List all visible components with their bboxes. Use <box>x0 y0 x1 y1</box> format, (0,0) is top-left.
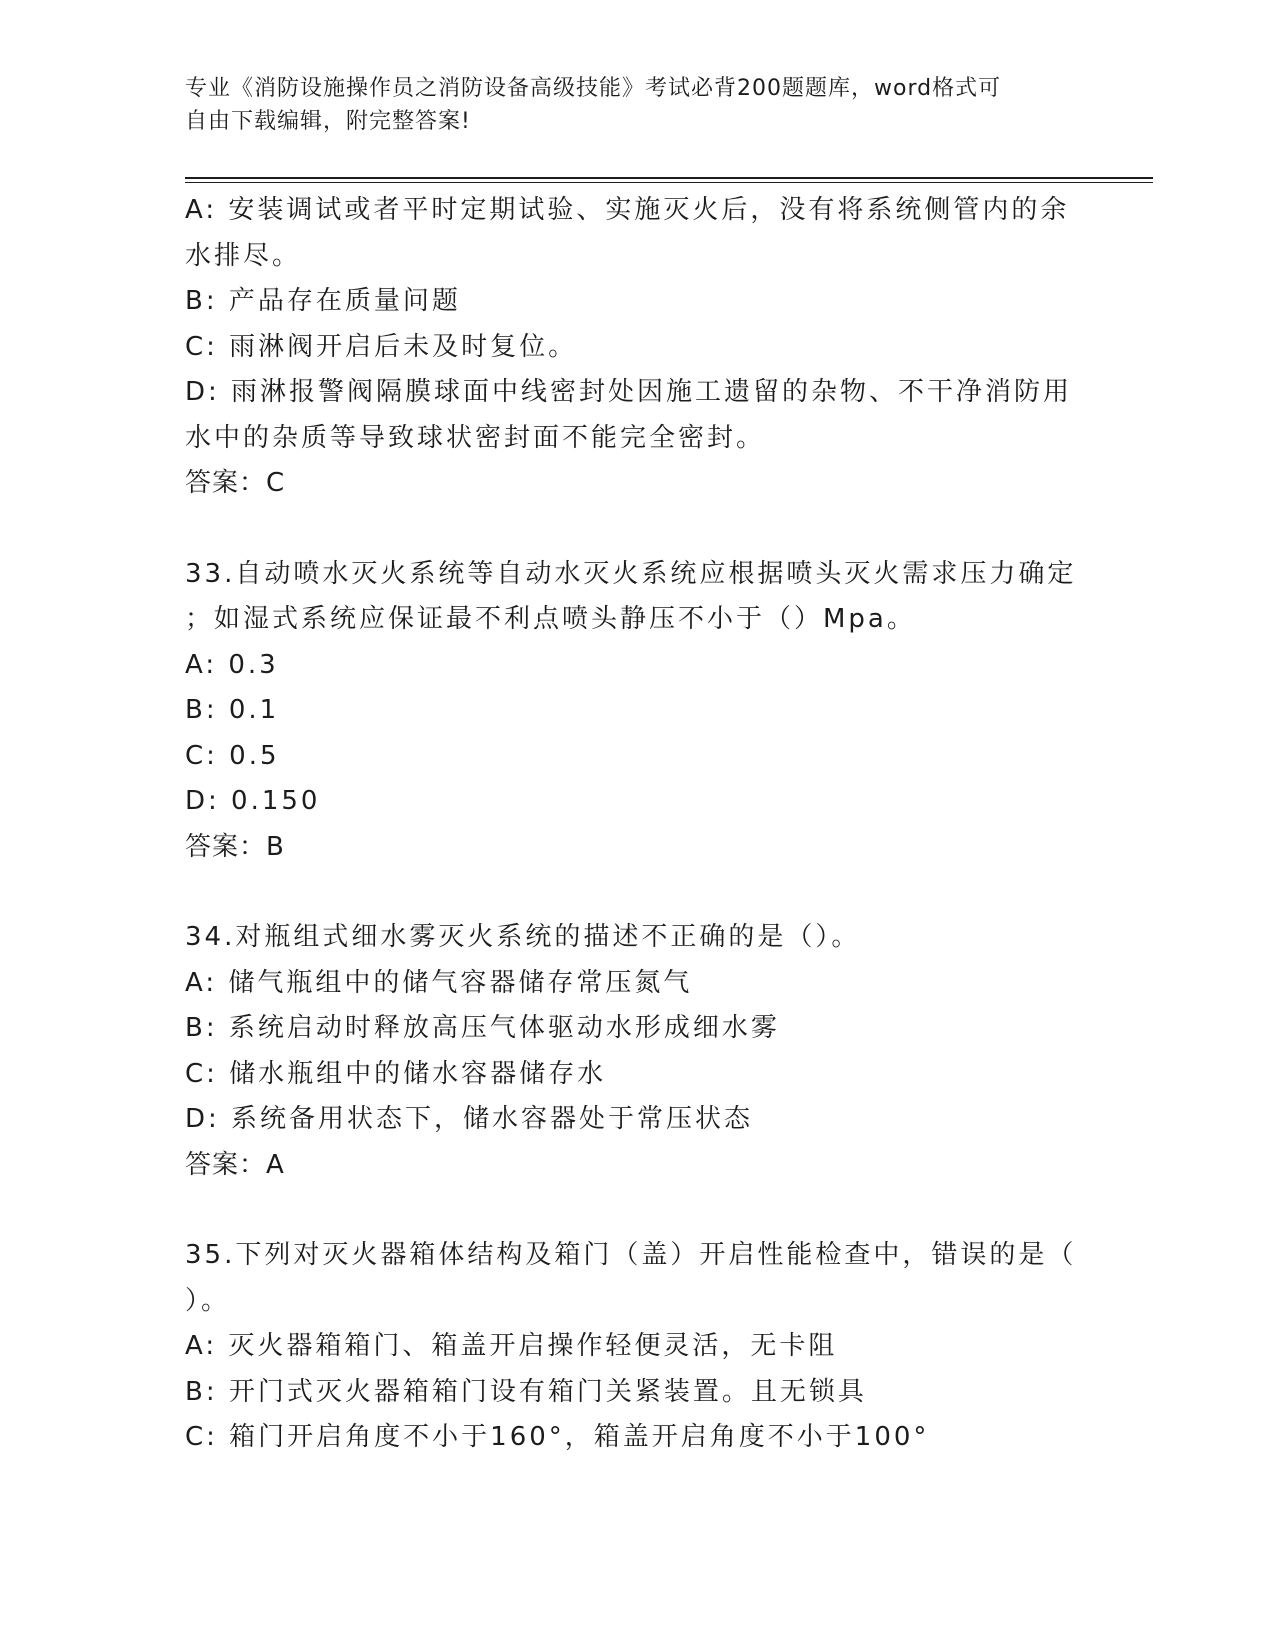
answer: 答案：A <box>185 1149 285 1180</box>
question-stem-continued: ）。 <box>185 1285 231 1316</box>
option-a: A: 安装调试或者平时定期试验、实施灭火后，没有将系统侧管内的余 <box>185 195 1070 225</box>
option-a-continued: 水排尽。 <box>185 240 302 271</box>
question-34 <box>185 915 1085 1188</box>
document-body <box>185 188 1085 1461</box>
question-33 <box>185 552 1085 871</box>
question-stem-continued: ；如湿式系统应保证最不利点喷头静压不小于（）Mpa。 <box>185 604 916 634</box>
option-d-continued: 水中的杂质等导致球状密封面不能完全密封。 <box>185 422 766 453</box>
header-divider-thick <box>185 177 1153 179</box>
question-stem: 34.对瓶组式细水雾灭火系统的描述不正确的是（）。 <box>185 922 861 952</box>
answer: 答案：C <box>185 468 286 498</box>
header-line-1: 专业《消防设施操作员之消防设备高级技能》考试必背200题题库，word格式可 <box>185 76 1002 101</box>
question-35 <box>185 1233 1085 1461</box>
option-d: D: 雨淋报警阀隔膜球面中线密封处因施工遗留的杂物、不干净消防用 <box>185 377 1073 407</box>
option-b: B: 系统启动时释放高压气体驱动水形成细水雾 <box>185 1013 780 1043</box>
question-32-options <box>185 188 1085 507</box>
option-c: C: 箱门开启角度不小于160°，箱盖开启角度不小于100° <box>185 1422 930 1452</box>
option-b: B: 0.1 <box>185 695 280 725</box>
option-c: C: 0.5 <box>185 740 280 771</box>
option-d: D: 系统备用状态下，储水容器处于常压状态 <box>185 1104 754 1134</box>
question-stem: 35.下列对灭火器箱体结构及箱门（盖）开启性能检查中，错误的是（ <box>185 1240 1077 1270</box>
header-line-2: 自由下载编辑，附完整答案! <box>185 109 471 134</box>
option-a: A: 储气瓶组中的储气容器储存常压氮气 <box>185 967 693 998</box>
spacer <box>185 507 1085 552</box>
answer: 答案：B <box>185 831 285 862</box>
document-header <box>185 72 1085 138</box>
question-stem: 33.自动喷水灭火系统等自动水灭火系统应根据喷头灭火需求压力确定 <box>185 558 1077 589</box>
option-c: C: 储水瓶组中的储水容器储存水 <box>185 1058 607 1089</box>
option-c: C: 雨淋阀开启后未及时复位。 <box>185 331 578 362</box>
option-b: B: 开门式灭火器箱箱门设有箱门关紧装置。且无锁具 <box>185 1376 867 1407</box>
option-b: B: 产品存在质量问题 <box>185 286 461 316</box>
spacer <box>185 1188 1085 1233</box>
option-d: D: 0.150 <box>185 786 321 816</box>
spacer <box>185 870 1085 915</box>
option-a: A: 0.3 <box>185 649 279 680</box>
option-a: A: 灭火器箱箱门、箱盖开启操作轻便灵活，无卡阻 <box>185 1331 838 1361</box>
header-divider-thin <box>185 182 1153 183</box>
